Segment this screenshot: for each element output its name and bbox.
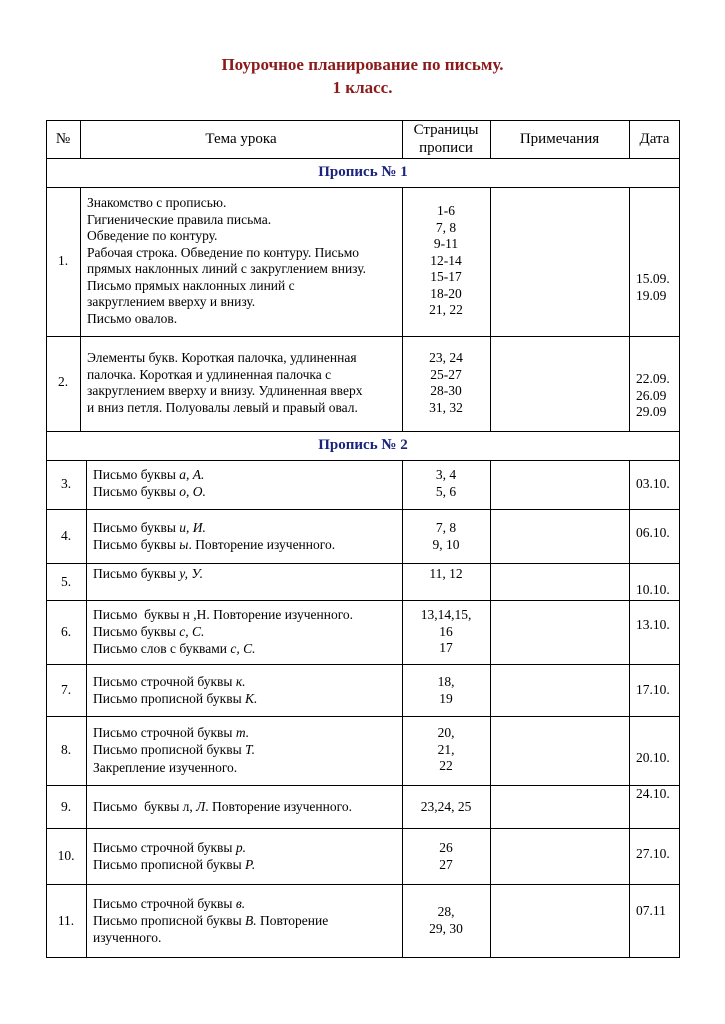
row-topic: Письмо буквы н ,Н. Повторение изученного. — [93, 607, 354, 622]
row-pages: 28, 29, 30 — [429, 904, 463, 936]
row-topic: Письмо слов с буквами с, С. — [93, 641, 256, 656]
row-topic: Знакомство с прописью. Гигиенические правила письма. Обведение по контуру. Рабочая строка. Обведение по контуру. Письмо прямых наклонных линий с закруглением внизу. Письмо прямых наклонных линий с закруглением вверху и внизу. Письмо овалов. — [87, 195, 366, 326]
header-pages: Страницы прописи — [413, 122, 479, 156]
header-date: Дата — [639, 131, 670, 147]
row-pages: 26 27 — [439, 840, 453, 872]
row-pages: 20, 21, 22 — [437, 725, 455, 773]
row-date: 20.10. — [636, 750, 670, 765]
header-topic: Тема урока — [205, 131, 277, 147]
row-topic: Письмо буквы а, А. — [93, 467, 205, 482]
row-num: 4. — [60, 528, 72, 543]
row-pages: 23, 24 25-27 28-30 31, 32 — [429, 350, 463, 415]
row-date: 15.09. 19.09 — [636, 271, 670, 303]
row-topic: Письмо строчной буквы р. — [93, 840, 246, 855]
row-pages: 7, 8 9, 10 — [432, 520, 460, 552]
row-num: 7. — [60, 682, 72, 697]
row-topic: изученного. — [93, 930, 162, 945]
row-num: 6. — [60, 624, 72, 639]
row-num: 9. — [60, 799, 72, 814]
row-pages: 11, 12 — [429, 566, 463, 581]
row-topic: Письмо буквы и, И. — [93, 520, 206, 535]
row-num: 3. — [60, 476, 72, 491]
row-topic: Письмо прописной буквы К. — [93, 691, 258, 706]
row-num: 2. — [57, 374, 69, 389]
row-date: 03.10. — [636, 476, 670, 491]
row-topic: Письмо буквы о, О. — [93, 484, 206, 499]
header-num: № — [55, 131, 71, 147]
document-title: Поурочное планирование по письму. — [221, 55, 504, 74]
row-pages: 23,24, 25 — [420, 799, 472, 814]
row-topic: Письмо строчной буквы в. — [93, 896, 246, 911]
row-pages: 3, 4 5, 6 — [435, 467, 457, 499]
row-pages: 18, 19 — [437, 674, 455, 706]
row-topic: Письмо буквы у, У. — [93, 566, 203, 581]
row-date: 27.10. — [636, 846, 670, 861]
row-topic: Письмо строчной буквы т. — [93, 725, 250, 740]
document-subtitle: 1 класс. — [332, 78, 393, 97]
row-topic: Письмо прописной буквы Т. — [93, 742, 256, 757]
row-num: 1. — [57, 253, 69, 268]
row-num: 11. — [57, 913, 75, 928]
row-num: 5. — [60, 574, 72, 589]
row-topic: Письмо прописной буквы В. Повторение — [93, 913, 329, 928]
row-pages: 1-6 7, 8 9-11 12-14 15-17 18-20 21, 22 — [429, 203, 463, 317]
row-topic: Письмо строчной буквы к. — [93, 674, 246, 689]
row-topic: Элементы букв. Короткая палочка, удлиненная палочка. Короткая и удлиненная палочка с закруглением вверху и внизу. Удлиненная вверх и вниз петля. Полуовалы левый и правый овал. — [87, 350, 363, 415]
row-date: 10.10. — [636, 582, 670, 597]
row-topic: Закрепление изученного. — [93, 760, 238, 775]
row-date: 07.11 — [636, 903, 666, 918]
section-title-1: Пропись № 1 — [318, 164, 408, 180]
row-topic: Письмо буквы с, С. — [93, 624, 205, 639]
row-date: 22.09. 26.09 29.09 — [636, 371, 670, 419]
row-topic: Письмо буквы л, Л. Повторение изученного. — [93, 799, 352, 814]
row-num: 10. — [57, 848, 75, 863]
row-date: 06.10. — [636, 525, 670, 540]
row-num: 8. — [60, 742, 72, 757]
section-title-2: Пропись № 2 — [318, 437, 408, 453]
row-pages: 13,14,15, 16 17 — [420, 607, 472, 655]
header-notes: Примечания — [519, 131, 600, 147]
row-topic: Письмо буквы ы. Повторение изученного. — [93, 537, 336, 552]
row-date: 24.10. — [636, 786, 670, 801]
row-date: 13.10. — [636, 617, 670, 632]
row-topic: Письмо прописной буквы Р. — [93, 857, 256, 872]
row-date: 17.10. — [636, 682, 670, 697]
